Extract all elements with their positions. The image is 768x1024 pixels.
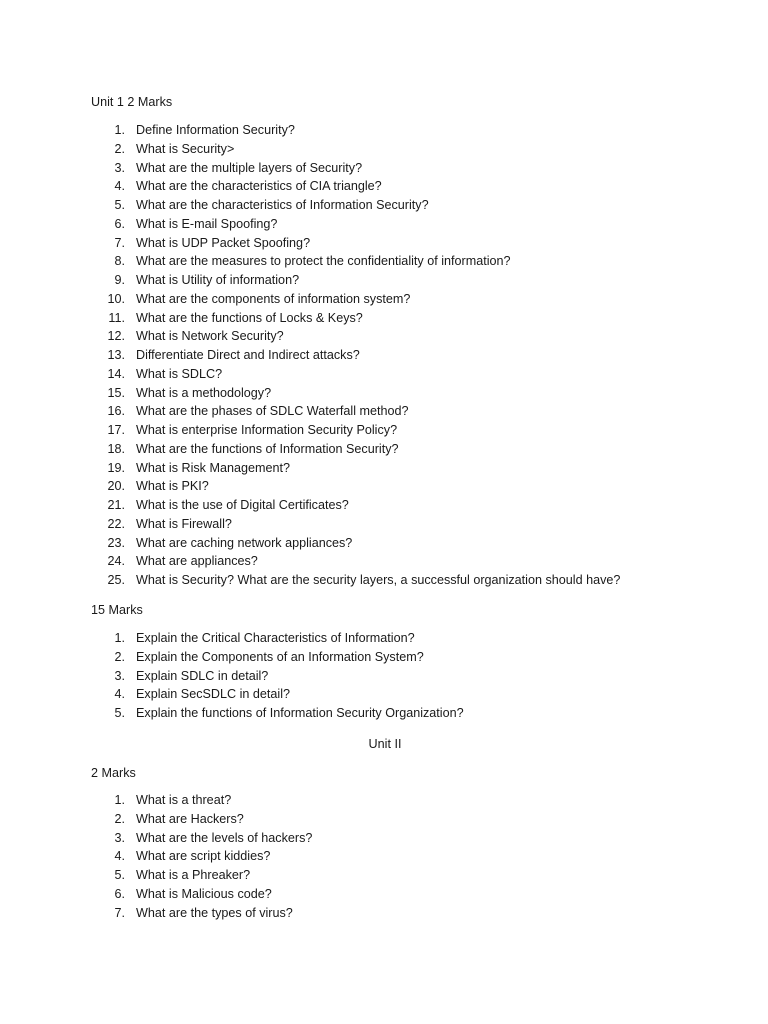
question-item <box>0 459 768 478</box>
question-text: What is SDLC? <box>136 366 223 381</box>
question-text: Explain the Components of an Information System? <box>136 649 424 664</box>
question-number: 13. <box>107 348 125 362</box>
question-item <box>0 309 768 328</box>
question-item <box>0 810 768 829</box>
question-text: What are the measures to protect the confidentiality of information? <box>136 254 511 269</box>
question-number: 19. <box>107 460 125 475</box>
question-number: 5. <box>114 868 125 882</box>
question-number: 12. <box>107 329 125 344</box>
question-item <box>0 121 768 140</box>
question-item <box>0 515 768 534</box>
question-text: What is enterprise Information Security Policy? <box>136 423 398 437</box>
question-text: Define Information Security? <box>136 123 295 137</box>
question-number: 6. <box>114 886 125 901</box>
question-text: What are appliances? <box>136 554 258 569</box>
question-text: What is Security> <box>136 141 235 156</box>
question-text: What are the multiple layers of Security? <box>136 160 363 175</box>
question-text: What is PKI? <box>136 479 209 494</box>
question-item <box>0 365 768 384</box>
question-number: 3. <box>114 830 125 845</box>
question-number: 7. <box>114 235 125 250</box>
question-text: What is E-mail Spoofing? <box>136 216 278 231</box>
question-item <box>0 496 768 515</box>
question-item <box>0 685 768 704</box>
question-item <box>0 402 768 421</box>
question-item <box>0 440 768 459</box>
question-text: What are Hackers? <box>136 811 244 826</box>
question-text: What are the components of information system? <box>136 291 411 306</box>
question-item <box>0 159 768 178</box>
question-number: 14. <box>107 366 125 381</box>
question-item <box>0 648 768 667</box>
question-text: What is UDP Packet Spoofing? <box>136 235 311 250</box>
question-item <box>0 384 768 403</box>
question-text: What is Network Security? <box>136 329 284 344</box>
question-text: What is Utility of information? <box>136 273 300 287</box>
question-text: What are the phases of SDLC Waterfall method? <box>136 404 409 419</box>
question-text: What is a methodology? <box>136 385 272 400</box>
question-number: 2. <box>114 141 125 156</box>
question-text: What are the types of virus? <box>136 905 293 920</box>
question-number: 3. <box>114 160 125 175</box>
question-number: 7. <box>114 905 125 920</box>
question-item <box>0 904 768 923</box>
question-item <box>0 421 768 440</box>
question-item <box>0 667 768 686</box>
question-text: What are the characteristics of CIA triangle? <box>136 179 382 194</box>
question-number: 10. <box>107 291 125 306</box>
question-item <box>0 571 768 590</box>
question-number: 23. <box>107 535 125 550</box>
unit1-fifteen-marks-list <box>0 629 768 723</box>
question-number: 6. <box>114 216 125 231</box>
question-text: Explain SDLC in detail? <box>136 668 269 683</box>
question-number: 11. <box>108 310 125 325</box>
question-text: Differentiate Direct and Indirect attacks? <box>136 348 360 362</box>
question-item <box>0 252 768 271</box>
question-item <box>0 271 768 290</box>
question-number: 24. <box>107 554 125 569</box>
unit1-heading: Unit 1 2 Marks <box>91 95 173 109</box>
question-number: 22. <box>107 516 125 531</box>
question-text: What is Malicious code? <box>136 886 272 901</box>
question-item <box>0 629 768 648</box>
question-text: Explain the Critical Characteristics of Information? <box>136 631 415 645</box>
question-number: 5. <box>114 706 125 720</box>
question-item <box>0 866 768 885</box>
question-item <box>0 327 768 346</box>
unit2-two-marks-heading: 2 Marks <box>91 766 136 780</box>
question-text: What are script kiddies? <box>136 849 271 864</box>
question-number: 17. <box>107 423 125 437</box>
question-item <box>0 791 768 810</box>
question-number: 4. <box>114 179 125 194</box>
question-text: What is the use of Digital Certificates? <box>136 498 349 512</box>
question-number: 16. <box>107 404 125 419</box>
question-number: 2. <box>114 649 125 664</box>
question-number: 21. <box>107 498 125 512</box>
question-item <box>0 477 768 496</box>
question-item <box>0 290 768 309</box>
question-number: 25. <box>107 573 125 587</box>
question-number: 2. <box>114 811 125 826</box>
unit1-fifteen-marks-heading: 15 Marks <box>91 603 143 617</box>
question-number: 1. <box>114 793 125 807</box>
question-number: 1. <box>114 123 125 137</box>
question-text: What are caching network appliances? <box>136 535 353 550</box>
unit1-two-marks-list <box>0 121 768 590</box>
question-item <box>0 534 768 553</box>
question-text: Explain SecSDLC in detail? <box>136 687 291 702</box>
question-number: 9. <box>114 273 125 287</box>
unit2-heading: Unit II <box>368 737 402 751</box>
question-number: 4. <box>114 687 125 702</box>
unit2-two-marks-list <box>0 791 768 922</box>
question-item <box>0 885 768 904</box>
question-item <box>0 177 768 196</box>
question-text: What are the functions of Information Security? <box>136 441 399 456</box>
question-item <box>0 704 768 723</box>
question-item <box>0 346 768 365</box>
question-text: What is a Phreaker? <box>136 868 251 882</box>
question-item <box>0 847 768 866</box>
question-number: 15. <box>107 385 125 400</box>
question-text: What is a threat? <box>136 793 232 807</box>
question-text: Explain the functions of Information Security Organization? <box>136 706 464 720</box>
question-text: What is Security? What are the security layers, a successful organization should have? <box>136 573 621 587</box>
question-text: What is Firewall? <box>136 516 232 531</box>
question-number: 5. <box>114 198 125 212</box>
question-text: What are the functions of Locks & Keys? <box>136 310 363 325</box>
question-item <box>0 829 768 848</box>
question-text: What is Risk Management? <box>136 460 290 475</box>
question-text: What are the levels of hackers? <box>136 830 313 845</box>
question-item <box>0 234 768 253</box>
question-item <box>0 215 768 234</box>
question-number: 8. <box>114 254 125 269</box>
question-number: 1. <box>114 631 125 645</box>
question-item <box>0 552 768 571</box>
question-number: 18. <box>107 441 125 456</box>
question-number: 4. <box>114 849 125 864</box>
question-item <box>0 140 768 159</box>
question-number: 20. <box>107 479 125 494</box>
question-text: What are the characteristics of Information Security? <box>136 198 429 212</box>
question-number: 3. <box>114 668 125 683</box>
question-item <box>0 196 768 215</box>
